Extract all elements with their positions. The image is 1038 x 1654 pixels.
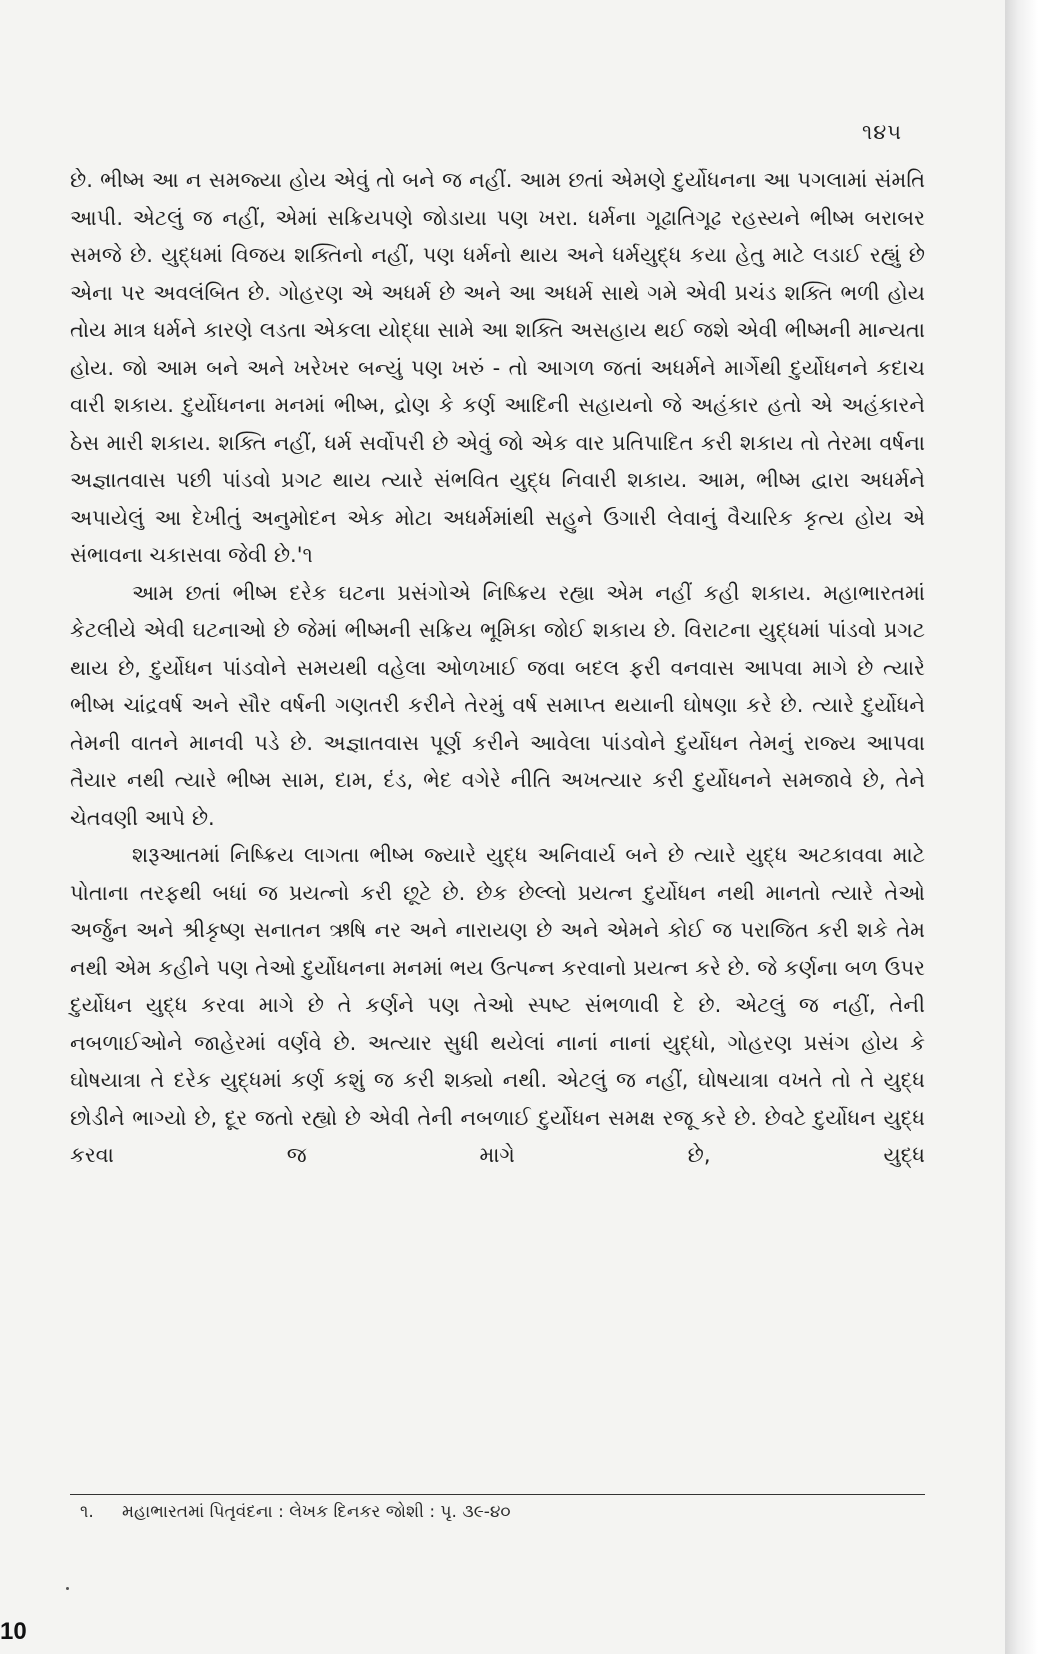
page-number: ૧૪૫ bbox=[862, 120, 903, 144]
footnote bbox=[80, 1502, 511, 1522]
footnote-divider bbox=[70, 1494, 925, 1495]
footnote-number: ૧. bbox=[80, 1502, 94, 1522]
page-edge-shadow bbox=[1005, 0, 1038, 1654]
corner-number: 10 bbox=[0, 1618, 27, 1645]
ink-speck bbox=[66, 1587, 69, 1590]
footnote-text: મહાભારતમાં પિતૃવંદના : લેખક દિનકર જોશી : પૃ. ૩૯-૪૦ bbox=[122, 1502, 511, 1522]
paragraph-3: શરૂઆતમાં નિષ્ક્રિય લાગતા ભીષ્મ જ્યારે યુદ્ધ અનિવાર્ય બને છે ત્યારે યુદ્ધ અટકાવવા માટે પોતાના તરફથી બધાં જ પ્રયત્નો કરી છૂટે છે. છેક છેલ્લો પ્રયત્ન દુર્યોધન નથી માનતો ત્યારે તેઓ અર્જુન અને શ્રીકૃષ્ણ સનાતન ઋષિ નર અને નારાયણ છે અને એમને કોઈ જ પરાજિત કરી શકે તેમ નથી એમ કહીને પણ તેઓ દુર્યોધનના મનમાં ભય ઉત્પન્ન કરવાનો પ્રયત્ન કરે છે. જે કર્ણના બળ ઉપર દુર્યોધન યુદ્ધ કરવા માગે છે તે કર્ણને પણ તેઓ સ્પષ્ટ સંભળાવી દે છે. એટલું જ નહીં, તેની નબળાઈઓને જાહેરમાં વર્ણવે છે. અત્યાર સુધી થયેલાં નાનાં નાનાં યુદ્ધો, ગોહરણ પ્રસંગ હોય કે ઘોષયાત્રા તે દરેક યુદ્ધમાં કર્ણ કશું જ કરી શક્યો નથી. એટલું જ નહીં, ઘોષયાત્રા વખતે તો તે યુદ્ધ છોડીને ભાગ્યો છે, દૂર જતો રહ્યો છે એવી તેની નબળાઈ દુર્યોધન સમક્ષ રજૂ કરે છે. છેવટે દુર્યોધન યુદ્ધ કરવા જ માગે છે, યુદ્ધ bbox=[70, 843, 925, 1167]
body-text bbox=[70, 162, 925, 1175]
paragraph-1: છે. ભીષ્મ આ ન સમજ્યા હોય એવું તો બને જ નહીં. આમ છતાં એમણે દુર્યોધનના આ પગલામાં સંમતિ આપી. એટલું જ નહીં, એમાં સક્રિયપણે જોડાયા પણ ખરા. ધર્મના ગૂઢાતિગૂઢ રહસ્યને ભીષ્મ બરાબર સમજે છે. યુદ્ધમાં વિજય શક્તિનો નહીં, પણ ધર્મનો થાય અને ધર્મયુદ્ધ કયા હેતુ માટે લડાઈ રહ્યું છે એના પર અવલંબિત છે. ગોહરણ એ અધર્મ છે અને આ અધર્મ સાથે ગમે એવી પ્રચંડ શક્તિ ભળી હોય તોય માત્ર ધર્મને કારણે લડતા એકલા યોદ્ધા સામે આ શક્તિ અસહાય થઈ જશે એવી ભીષ્મની માન્યતા હોય. જો આમ બને અને ખરેખર બન્યું પણ ખરું - તો આગળ જતાં અધર્મને માર્ગેથી દુર્યોધનને કદાચ વારી શકાય. દુર્યોધનના મનમાં ભીષ્મ, દ્રોણ કે કર્ણ આદિની સહાયનો જે અહંકાર હતો એ અહંકારને ઠેસ મારી શકાય. શક્તિ નહીં, ધર્મ સર્વોપરી છે એવું જો એક વાર પ્રતિપાદિત કરી શકાય તો તેરમા વર્ષના અજ્ઞાતવાસ પછી પાંડવો પ્રગટ થાય ત્યારે સંભવિત યુદ્ધ નિવારી શકાય. આમ, ભીષ્મ દ્વારા અધર્મને અપાયેલું આ દેખીતું અનુમોદન એક મોટા અધર્મમાંથી સહુને ઉગારી લેવાનું વૈચારિક કૃત્ય હોય એ સંભાવના ચકાસવા જેવી છે.'૧ bbox=[70, 168, 925, 567]
paragraph-2: આમ છતાં ભીષ્મ દરેક ઘટના પ્રસંગોએ નિષ્ક્રિય રહ્યા એમ નહીં કહી શકાય. મહાભારતમાં કેટલીયે એવી ઘટનાઓ છે જેમાં ભીષ્મની સક્રિય ભૂમિકા જોઈ શકાય છે. વિરાટના યુદ્ધમાં પાંડવો પ્રગટ થાય છે, દુર્યોધન પાંડવોને સમયથી વહેલા ઓળખાઈ જવા બદલ ફરી વનવાસ આપવા માગે છે ત્યારે ભીષ્મ ચાંદ્રવર્ષ અને સૌર વર્ષની ગણતરી કરીને તેરમું વર્ષ સમાપ્ત થયાની ઘોષણા કરે છે. ત્યારે દુર્યોધને તેમની વાતને માનવી પડે છે. અજ્ઞાતવાસ પૂર્ણ કરીને આવેલા પાંડવોને દુર્યોધન તેમનું રાજ્ય આપવા તૈયાર નથી ત્યારે ભીષ્મ સામ, દામ, દંડ, ભેદ વગેરે નીતિ અખત્યાર કરી દુર્યોધનને સમજાવે છે, તેને ચેતવણી આપે છે. bbox=[70, 580, 925, 830]
